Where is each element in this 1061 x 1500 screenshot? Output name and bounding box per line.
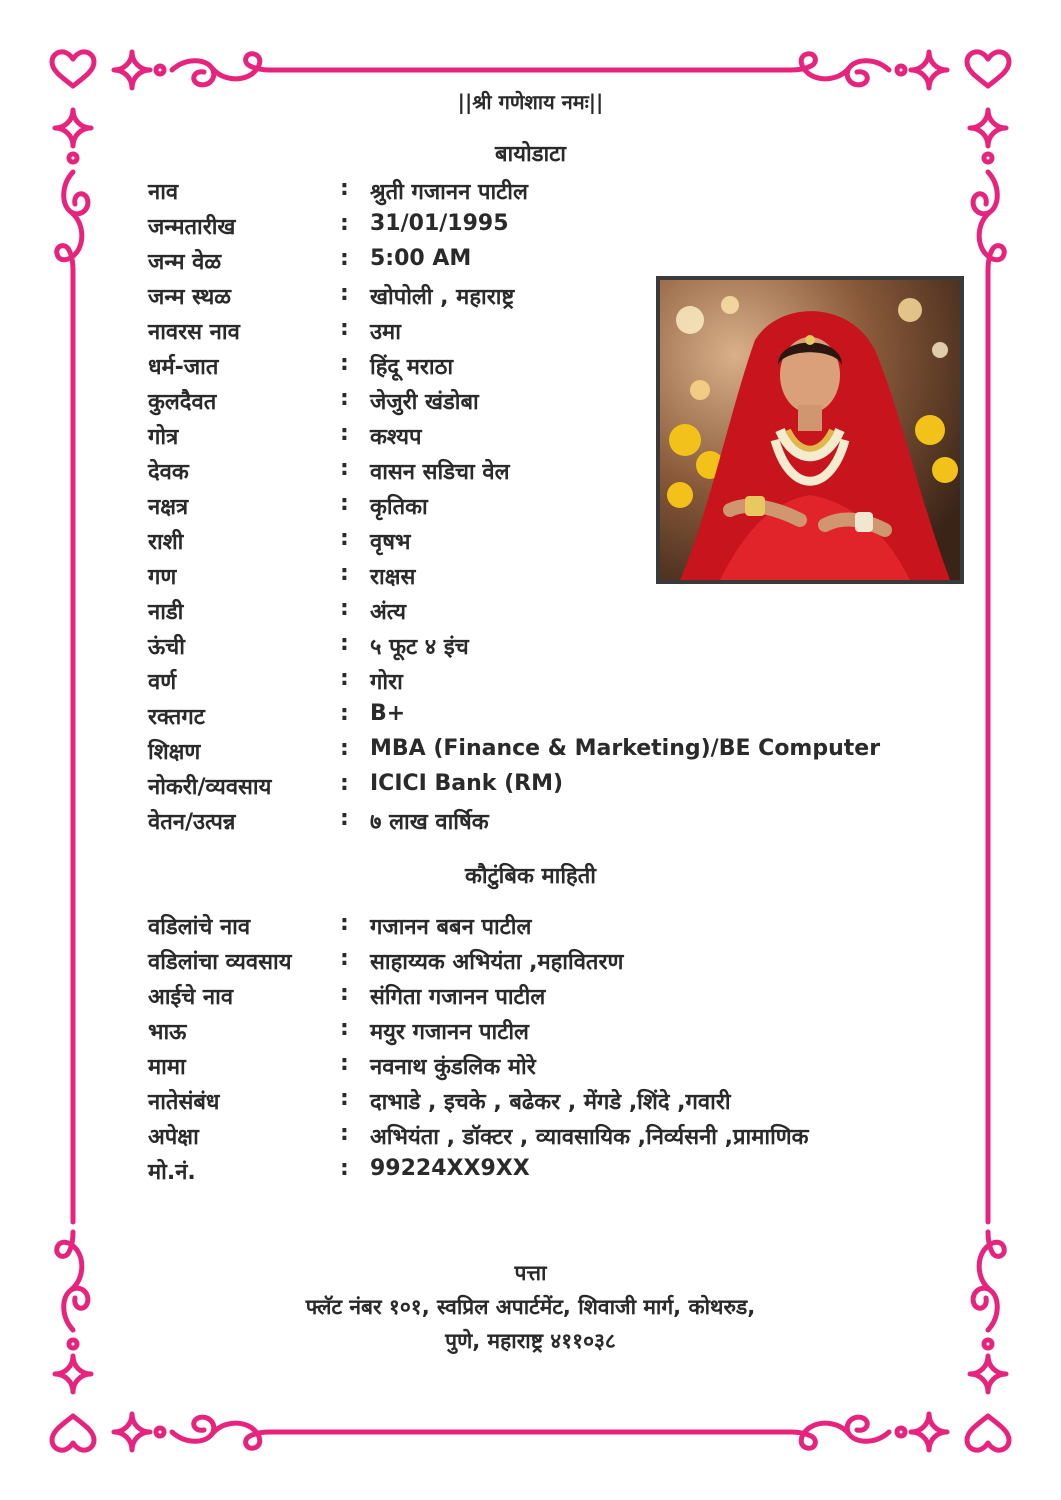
family-label: मो.नं. xyxy=(148,1160,196,1185)
detail-value: उमा xyxy=(370,320,401,345)
colon: : xyxy=(340,316,349,341)
colon: : xyxy=(340,1086,349,1111)
colon: : xyxy=(340,771,349,796)
detail-label: जन्मतारीख xyxy=(148,215,236,240)
detail-label: नोकरी/व्यवसाय xyxy=(148,775,272,800)
colon: : xyxy=(340,351,349,376)
detail-label: नक्षत्र xyxy=(148,495,189,520)
detail-value: कृतिका xyxy=(370,495,428,520)
invocation-text: ||श्री गणेशाय नमः|| xyxy=(457,90,604,114)
detail-label: गण xyxy=(148,565,177,590)
detail-value: अंत्य xyxy=(370,600,406,625)
detail-label: वेतन/उत्पन्न xyxy=(148,810,236,835)
colon: : xyxy=(340,526,349,551)
detail-value: हिंदू मराठा xyxy=(370,355,454,380)
detail-value: जेजुरी खंडोबा xyxy=(370,390,479,415)
family-value: 99224XX9XX xyxy=(370,1156,530,1181)
detail-value: श्रुती गजानन पाटील xyxy=(370,180,528,205)
detail-value: राक्षस xyxy=(370,565,416,590)
detail-label: शिक्षण xyxy=(148,740,201,765)
detail-label: देवक xyxy=(148,460,189,485)
detail-value: B+ xyxy=(370,701,406,726)
colon: : xyxy=(340,561,349,586)
colon: : xyxy=(340,176,349,201)
detail-label: कुलदैवत xyxy=(148,390,217,415)
profile-photo xyxy=(656,276,964,584)
family-label: वडिलांचा व्यवसाय xyxy=(148,950,292,975)
detail-value: गोरा xyxy=(370,670,403,695)
family-label: वडिलांचे नाव xyxy=(148,915,251,940)
detail-value: वृषभ xyxy=(370,530,411,555)
colon: : xyxy=(340,1156,349,1181)
colon: : xyxy=(340,386,349,411)
family-value: गजानन बबन पाटील xyxy=(370,915,532,940)
detail-value: MBA (Finance & Marketing)/BE Computer xyxy=(370,736,881,761)
detail-value: ICICI Bank (RM) xyxy=(370,771,564,796)
detail-value: ७ लाख वार्षिक xyxy=(370,810,489,835)
colon: : xyxy=(340,1051,349,1076)
detail-value: वासन सडिचा वेल xyxy=(370,460,510,485)
detail-label: नाव xyxy=(148,180,179,205)
detail-label: जन्म स्थळ xyxy=(148,285,232,310)
page-title: बायोडाटा xyxy=(495,142,566,167)
colon: : xyxy=(340,1016,349,1041)
detail-label: नावरस नाव xyxy=(148,320,240,345)
family-value: नवनाथ कुंडलिक मोरे xyxy=(370,1055,536,1080)
colon: : xyxy=(340,946,349,971)
detail-label: नाडी xyxy=(148,600,184,625)
colon: : xyxy=(340,211,349,236)
family-label: अपेक्षा xyxy=(148,1125,199,1150)
address-line-2: पुणे, महाराष्ट्र ४११०३८ xyxy=(445,1329,616,1353)
colon: : xyxy=(340,631,349,656)
colon: : xyxy=(340,911,349,936)
colon: : xyxy=(340,281,349,306)
detail-label: वर्ण xyxy=(148,670,177,695)
family-value: अभियंता , डॉक्टर , व्यावसायिक ,निर्व्यसनी ,प्रामाणिक xyxy=(370,1125,809,1150)
detail-value: 31/01/1995 xyxy=(370,211,509,236)
detail-label: रक्तगट xyxy=(148,705,205,730)
family-label: नातेसंबंध xyxy=(148,1090,220,1115)
detail-label: गोत्र xyxy=(148,425,179,450)
address-block xyxy=(0,1256,1061,1358)
colon: : xyxy=(340,1121,349,1146)
colon: : xyxy=(340,596,349,621)
colon: : xyxy=(340,246,349,271)
colon: : xyxy=(340,456,349,481)
bride-portrait-illustration xyxy=(660,280,960,580)
family-value: साहाय्यक अभियंता ,महावितरण xyxy=(370,950,624,975)
colon: : xyxy=(340,806,349,831)
detail-value: 5:00 AM xyxy=(370,246,472,271)
heart-icon xyxy=(52,52,94,86)
family-label: मामा xyxy=(148,1055,186,1080)
detail-label: ऊंची xyxy=(148,635,185,660)
family-value: दाभाडे , इचके , बढेकर , मेंगडे ,शिंदे ,गवारी xyxy=(370,1090,731,1115)
address-line-1: फ्लॅट नंबर १०१, स्वप्रिल अपार्टमेंट, शिवाजी मार्ग, कोथरुड, xyxy=(305,1295,756,1319)
ornament-icon xyxy=(114,52,150,88)
colon: : xyxy=(340,701,349,726)
detail-value: खोपोली , महाराष्ट्र xyxy=(370,285,515,310)
detail-value: ५ फूट ४ इंच xyxy=(370,635,469,660)
colon: : xyxy=(340,491,349,516)
colon: : xyxy=(340,981,349,1006)
colon: : xyxy=(340,666,349,691)
colon: : xyxy=(340,421,349,446)
detail-label: धर्म-जात xyxy=(148,355,219,380)
detail-value: कश्यप xyxy=(370,425,422,450)
family-label: आईचे नाव xyxy=(148,985,234,1010)
family-value: संगिता गजानन पाटील xyxy=(370,985,546,1010)
family-label: भाऊ xyxy=(148,1020,187,1045)
scroll-flourish-icon xyxy=(172,54,270,85)
family-value: मयुर गजानन पाटील xyxy=(370,1020,529,1045)
colon: : xyxy=(340,736,349,761)
detail-label: जन्म वेळ xyxy=(148,250,222,275)
detail-label: राशी xyxy=(148,530,184,555)
address-heading: पत्ता xyxy=(514,1261,547,1285)
family-section-title: कौटुंबिक माहिती xyxy=(465,864,596,889)
